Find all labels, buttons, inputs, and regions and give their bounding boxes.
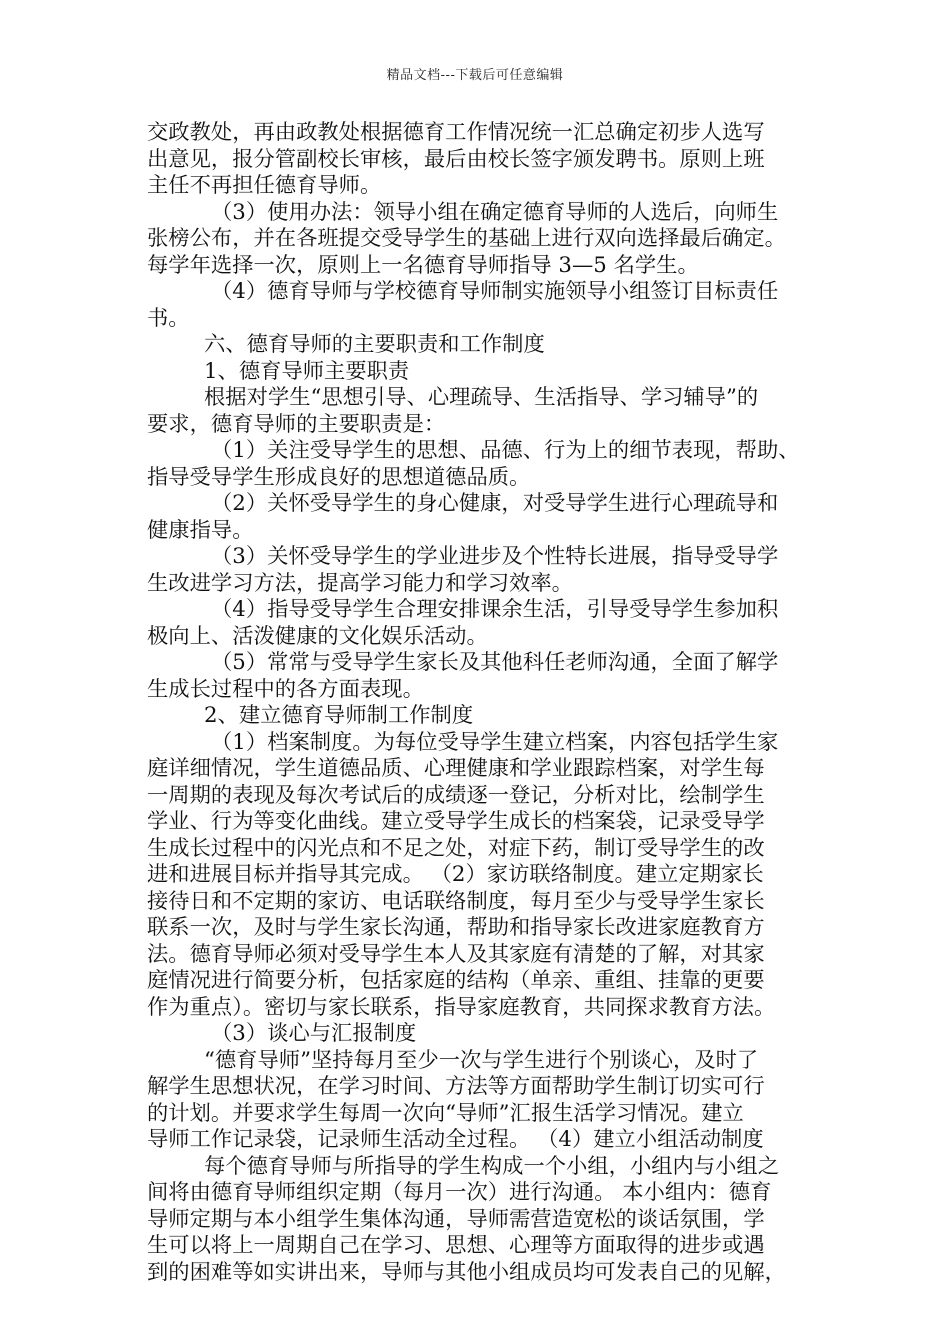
- text-line: （4）德育导师与学校德育导师制实施领导小组签订目标责任: [211, 279, 779, 304]
- text-line: 庭详细情况，学生道德品质、心理健康和学业跟踪档案，对学生每: [147, 756, 765, 781]
- page-header: 精品文档---下载后可任意编辑: [386, 68, 564, 83]
- text-line: （4）指导受导学生合理安排课余生活，引导受导学生参加积: [211, 597, 779, 622]
- text-line: 健康指导。: [147, 517, 254, 543]
- text-line: 主任不再担任德育导师。: [147, 173, 382, 198]
- text-line: 一周期的表现及每次考试后的成绩逐一登记，分析对比，绘制学生: [147, 782, 765, 808]
- text-line: （3）使用办法：领导小组在确定德育导师的人选后，向师生: [211, 199, 779, 225]
- text-line: 生成长过程中的闪光点和不足之处，对症下药，制订受导学生的改: [147, 835, 765, 861]
- text-line: 进和进展目标并指导其完成。 （2）家访联络制度。建立定期家长: [147, 862, 764, 887]
- text-line: 作为重点）。密切与家长联系，指导家庭教育，共同探求教育方法。: [147, 994, 776, 1020]
- text-line: 要求，德育导师的主要职责是：: [147, 411, 446, 437]
- text-line: 解学生思想状况，在学习时间、方法等方面帮助学生制订切实可行: [147, 1074, 765, 1099]
- text-line: 生成长过程中的各方面表现。: [147, 676, 424, 702]
- text-line: （1）档案制度。为每位受导学生建立档案，内容包括学生家: [211, 729, 779, 755]
- subsection-heading: 2、建立德育导师制工作制度: [204, 703, 474, 728]
- text-line: 生改进学习方法，提高学习能力和学习效率。: [147, 570, 573, 596]
- text-line: 每学年选择一次，原则上一名德育导师指导 3—5 名学生。: [147, 252, 699, 278]
- section-heading: 六、德育导师的主要职责和工作制度: [204, 332, 545, 357]
- text-line: （2）关怀受导学生的身心健康，对受导学生进行心理疏导和: [211, 491, 779, 516]
- subsection-heading: 1、德育导师主要职责: [204, 358, 410, 384]
- text-line: 出意见，报分管副校长审核，最后由校长签字颁发聘书。原则上班: [147, 146, 765, 172]
- text-line: 庭情况进行简要分析，包括家庭的结构（单亲、重组、挂靠的更要: [147, 968, 765, 993]
- text-line: （3）关怀受导学生的学业进步及个性特长进展，指导受导学: [211, 544, 779, 569]
- text-line: 每个德育导师与所指导的学生构成一个小组，小组内与小组之: [204, 1153, 780, 1179]
- text-line: 到的困难等如实讲出来，导师与其他小组成员均可发表自己的见解，: [147, 1259, 786, 1285]
- text-line: （3）谈心与汇报制度: [211, 1021, 417, 1046]
- text-line: “德育导师”坚持每月至少一次与学生进行个别谈心，及时了: [204, 1047, 759, 1073]
- text-line: 极向上、活泼健康的文化娱乐活动。: [147, 623, 488, 649]
- text-line: 联系一次，及时与学生家长沟通，帮助和指导家长改进家庭教育方: [147, 915, 765, 940]
- text-line: 书。: [147, 305, 190, 331]
- text-line: 生可以将上一周期自己在学习、思想、心理等方面取得的进步或遇: [147, 1233, 765, 1258]
- text-line: 导师工作记录袋，记录师生活动全过程。 （4）建立小组活动制度: [147, 1127, 764, 1152]
- text-line: 间将由德育导师组织定期（每月一次）进行沟通。 本小组内：德育: [147, 1180, 772, 1205]
- text-line: 接待日和不定期的家访、电话联络制度，每月至少与受导学生家长: [147, 888, 765, 914]
- text-line: 导师定期与本小组学生集体沟通，导师需营造宽松的谈话氛围，学: [147, 1206, 765, 1232]
- text-line: 张榜公布，并在各班提交受导学生的基础上进行双向选择最后确定。: [147, 226, 786, 251]
- text-line: （5）常常与受导学生家长及其他科任老师沟通，全面了解学: [211, 650, 779, 675]
- text-line: 交政教处，再由政教处根据德育工作情况统一汇总确定初步人选写: [147, 120, 765, 145]
- text-line: 的计划。并要求学生每周一次向“导师”汇报生活学习情况。建立: [147, 1100, 744, 1126]
- text-line: 学业、行为等变化曲线。建立受导学生成长的档案袋，记录受导学: [147, 809, 765, 834]
- document-body: [147, 120, 829, 1286]
- text-line: 根据对学生“思想引导、心理疏导、生活指导、学习辅导”的: [204, 385, 759, 410]
- text-line: （1）关注受导学生的思想、品德、行为上的细节表现，帮助、: [211, 438, 800, 463]
- text-line: 指导受导学生形成良好的思想道德品质。: [147, 464, 531, 490]
- text-line: 法。德育导师必须对受导学生本人及其家庭有清楚的了解，对其家: [147, 941, 765, 967]
